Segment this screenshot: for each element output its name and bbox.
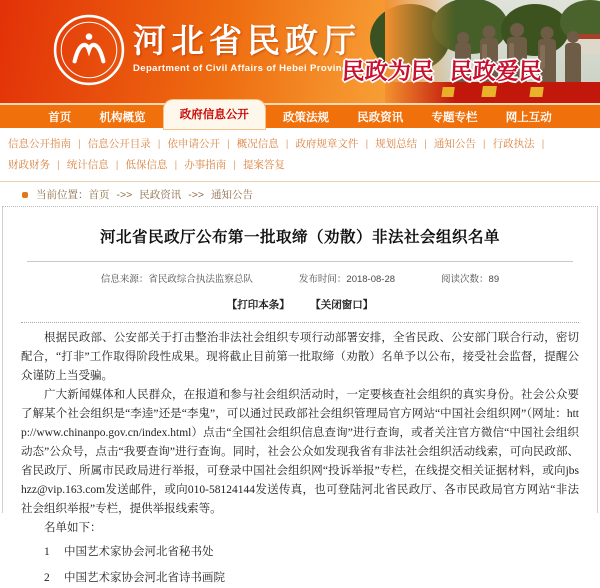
subnav-law-enforcement[interactable]: 行政执法: [492, 138, 535, 150]
paragraph-list-intro: 名单如下：: [44, 522, 102, 534]
breadcrumb-prefix: 当前位置：: [36, 189, 89, 201]
list-item-name: 中国艺术家协会河北省秘书处: [64, 546, 214, 558]
subnav-overview-info[interactable]: 概况信息: [236, 138, 279, 150]
slogan-part2: 民政爱民: [449, 59, 543, 84]
sub-nav: [0, 128, 600, 182]
breadcrumb-separator: ->>: [116, 188, 133, 201]
list-item-name: 中国艺术家协会河北省诗书画院: [64, 572, 225, 584]
subnav-separator: |: [285, 138, 289, 150]
statue-photo-illustration: [385, 0, 600, 103]
header-photo-statues: [385, 0, 600, 103]
subnav-statistics[interactable]: 统计信息: [66, 159, 109, 171]
site-title: [133, 24, 361, 74]
article-body: [21, 329, 579, 538]
subnav-service-guide[interactable]: 办事指南: [184, 159, 227, 171]
subnav-finance[interactable]: 财政财务: [8, 159, 50, 171]
paragraph-2: 广大新闻媒体和人民群众，在报道和参与社会组织活动时，一定要核查社会组织的真实身份。社会公众要了解某个社会组织是“李逵”还是“李鬼”，可以通过民政部社会组织管理局官方网站“中国社会组织网”（网址：http://www.chinanpo.gov.cn/index.html）点击“全国社会组织信息查询”进行查询，或者关注官方微信“中国社会组织动态”公众号，点击“我要查询”进行查询。同时，社会公众如发现我省有非法社会组织活动线索，可向民政部、省民政厅、所属市民政局进行举报，可登录中国社会组织网“投诉举报”专栏，在线提交相关证据材料，或向jbshzz@vip.163.com发送邮件，或向010-58124144发送传真，也可登陆河北省民政厅、各市民政局官方网站“非法社会组织举报”专栏，提供举报线索等。: [21, 389, 579, 515]
article-meta: [21, 271, 579, 285]
subnav-request-disclosure[interactable]: 依申请公开: [167, 138, 220, 150]
nav-tab-org-overview[interactable]: 机构概览: [99, 111, 146, 124]
nav-tab-civil-news[interactable]: 民政资讯: [357, 111, 404, 124]
subnav-notices[interactable]: 通知公告: [433, 138, 476, 150]
subnav-separator: |: [157, 138, 161, 150]
list-item-number: 2: [44, 572, 50, 584]
subnav-subsistence-info[interactable]: 低保信息: [125, 159, 168, 171]
breadcrumb-bullet-icon: [22, 192, 28, 198]
subnav-gov-regulations[interactable]: 政府规章文件: [295, 138, 359, 150]
subnav-info-catalog[interactable]: 信息公开目录: [87, 138, 151, 150]
subnav-separator: |: [57, 159, 60, 171]
breadcrumb: [0, 182, 600, 206]
slogan-part1: 民政为民: [341, 59, 435, 84]
subnav-proposal-replies[interactable]: 提案答复: [242, 159, 285, 171]
civil-affairs-seal-icon: [52, 13, 126, 87]
site-name-cn: 河北省民政厅: [133, 24, 361, 60]
main-nav: [0, 103, 600, 128]
list-item: [44, 569, 579, 588]
actions-divider: [21, 322, 579, 323]
site-header: [0, 0, 600, 103]
subnav-plans-summaries[interactable]: 规划总结: [375, 138, 418, 150]
title-divider: [27, 261, 573, 262]
meta-publish-date: 发布时间：2018-08-28: [298, 274, 396, 285]
subnav-separator: |: [482, 138, 486, 150]
article-panel: [2, 206, 598, 584]
list-item-number: 1: [44, 546, 50, 558]
illegal-org-list: [21, 543, 579, 588]
breadcrumb-separator: ->>: [188, 188, 205, 201]
subnav-separator: |: [174, 159, 178, 171]
breadcrumb-civil-news[interactable]: 民政资讯: [139, 189, 182, 201]
print-button[interactable]: 【打印本条】: [226, 299, 290, 311]
header-slogan: [341, 53, 563, 86]
meta-source: 信息来源：省民政综合执法监察总队: [100, 274, 253, 285]
nav-tab-policies[interactable]: 政策法规: [283, 111, 329, 124]
nav-tab-home[interactable]: 首页: [48, 111, 72, 124]
close-window-button[interactable]: 【关闭窗口】: [310, 299, 374, 311]
subnav-info-guide[interactable]: 信息公开指南: [8, 138, 71, 150]
nav-tab-online-interaction[interactable]: 网上互动: [505, 111, 552, 124]
subnav-separator: |: [233, 159, 236, 171]
subnav-separator: |: [115, 159, 119, 171]
subnav-separator: |: [78, 138, 81, 150]
subnav-separator: |: [226, 138, 230, 150]
subnav-separator: |: [424, 138, 427, 150]
paragraph-1: 根据民政部、公安部关于打击整治非法社会组织专项行动部署安排，全省民政、公安部门联合行动，密切配合，“打非”工作取得阶段性成果。现将截止目前第一批取缔（劝散）名单予以公布，接受社会监督，提醒公众谨防上当受骗。: [21, 332, 579, 382]
nav-tab-special-columns[interactable]: 专题专栏: [431, 111, 478, 124]
breadcrumb-notices[interactable]: 通知公告: [211, 189, 254, 201]
breadcrumb-home[interactable]: 首页: [88, 189, 110, 201]
subnav-separator: |: [365, 138, 369, 150]
nav-tab-gov-info-disclosure[interactable]: 政府信息公开: [164, 100, 265, 129]
article-title: 河北省民政厅公布第一批取缔（劝散）非法社会组织名单: [99, 229, 500, 246]
list-item: [44, 543, 579, 562]
site-name-en: Department of Civil Affairs of Hebei Province: [133, 63, 354, 74]
subnav-separator: |: [541, 138, 545, 150]
meta-view-count: 阅读次数：89: [441, 274, 500, 285]
article-actions: [21, 295, 579, 313]
